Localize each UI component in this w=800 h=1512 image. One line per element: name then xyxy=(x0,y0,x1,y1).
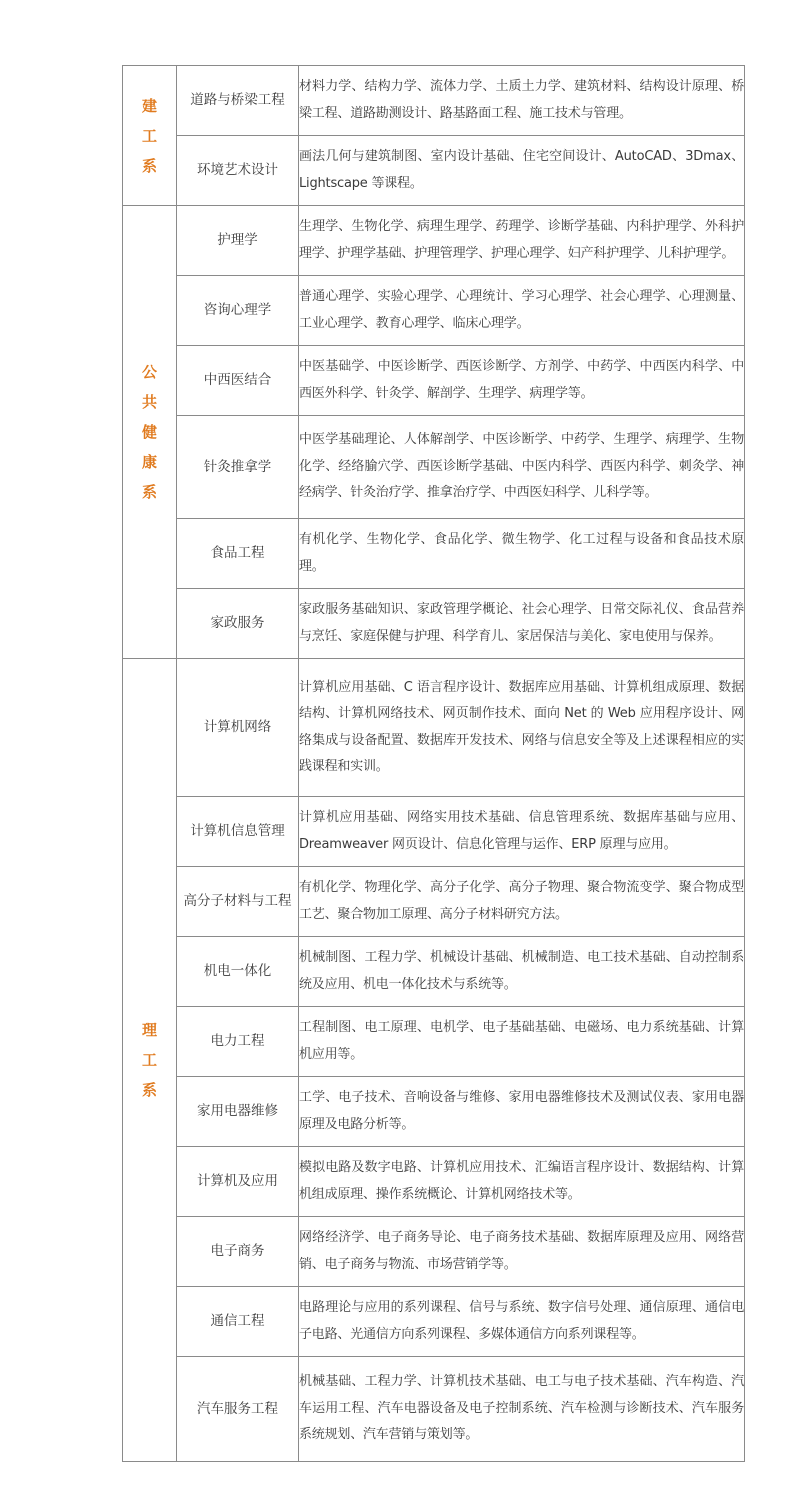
table-row xyxy=(123,136,745,206)
table-row xyxy=(123,346,745,416)
course-list: 计算机应用基础、网络实用技术基础、信息管理系统、数据库基础与应用、Dreamweaver 网页设计、信息化管理与运作、ERP 原理与应用。 xyxy=(299,797,745,867)
major-name: 计算机网络 xyxy=(177,659,299,797)
department-cell-construction: 建工系 xyxy=(123,66,177,206)
course-list: 工程制图、电工原理、电机学、电子基础基础、电磁场、电力系统基础、计算机应用等。 xyxy=(299,1007,745,1077)
table-row xyxy=(123,1287,745,1357)
course-list: 机械制图、工程力学、机械设计基础、机械制造、电工技术基础、自动控制系统及应用、机电一体化技术与系统等。 xyxy=(299,937,745,1007)
table-row xyxy=(123,1217,745,1287)
table-row xyxy=(123,1147,745,1217)
table-row xyxy=(123,797,745,867)
table-row xyxy=(123,1357,745,1462)
major-name: 食品工程 xyxy=(177,519,299,589)
major-name: 道路与桥梁工程 xyxy=(177,66,299,136)
major-name: 家政服务 xyxy=(177,589,299,659)
major-name: 计算机及应用 xyxy=(177,1147,299,1217)
course-list: 有机化学、生物化学、食品化学、微生物学、化工过程与设备和食品技术原理。 xyxy=(299,519,745,589)
major-name: 护理学 xyxy=(177,206,299,276)
table-row xyxy=(123,66,745,136)
major-name: 通信工程 xyxy=(177,1287,299,1357)
major-name: 环境艺术设计 xyxy=(177,136,299,206)
course-list: 电路理论与应用的系列课程、信号与系统、数字信号处理、通信原理、通信电子电路、光通信方向系列课程、多媒体通信方向系列课程等。 xyxy=(299,1287,745,1357)
major-name: 计算机信息管理 xyxy=(177,797,299,867)
course-list: 普通心理学、实验心理学、心理统计、学习心理学、社会心理学、心理测量、工业心理学、教育心理学、临床心理学。 xyxy=(299,276,745,346)
major-name: 汽车服务工程 xyxy=(177,1357,299,1462)
major-name: 电力工程 xyxy=(177,1007,299,1077)
major-name: 高分子材料与工程 xyxy=(177,867,299,937)
course-list: 材料力学、结构力学、流体力学、土质土力学、建筑材料、结构设计原理、桥梁工程、道路勘测设计、路基路面工程、施工技术与管理。 xyxy=(299,66,745,136)
table-row xyxy=(123,937,745,1007)
course-list: 中医学基础理论、人体解剖学、中医诊断学、中药学、生理学、病理学、生物化学、经络腧穴学、西医诊断学基础、中医内科学、西医内科学、刺灸学、神经病学、针灸治疗学、推拿治疗学、中西医妇科学、儿科学等。 xyxy=(299,416,745,519)
major-name: 电子商务 xyxy=(177,1217,299,1287)
course-list: 家政服务基础知识、家政管理学概论、社会心理学、日常交际礼仪、食品营养与烹饪、家庭保健与护理、科学育儿、家居保洁与美化、家电使用与保养。 xyxy=(299,589,745,659)
major-name: 中西医结合 xyxy=(177,346,299,416)
course-list: 有机化学、物理化学、高分子化学、高分子物理、聚合物流变学、聚合物成型工艺、聚合物加工原理、高分子材料研究方法。 xyxy=(299,867,745,937)
course-list: 模拟电路及数字电路、计算机应用技术、汇编语言程序设计、数据结构、计算机组成原理、操作系统概论、计算机网络技术等。 xyxy=(299,1147,745,1217)
department-cell-science-engineering: 理工系 xyxy=(123,659,177,1462)
department-cell-public-health: 公共健康系 xyxy=(123,206,177,659)
course-list: 计算机应用基础、C 语言程序设计、数据库应用基础、计算机组成原理、数据结构、计算机网络技术、网页制作技术、面向 Net 的 Web 应用程序设计、网络集成与设备配置、数据库开发技术、网络与信息安全等及上述课程相应的实践课程和实训。 xyxy=(299,659,745,797)
table-row xyxy=(123,589,745,659)
major-name: 针灸推拿学 xyxy=(177,416,299,519)
table-row xyxy=(123,519,745,589)
course-list: 网络经济学、电子商务导论、电子商务技术基础、数据库原理及应用、网络营销、电子商务与物流、市场营销学等。 xyxy=(299,1217,745,1287)
table-row xyxy=(123,1007,745,1077)
course-table xyxy=(122,65,745,1462)
table-row xyxy=(123,1077,745,1147)
table-row xyxy=(123,416,745,519)
major-name: 咨询心理学 xyxy=(177,276,299,346)
major-name: 家用电器维修 xyxy=(177,1077,299,1147)
course-list: 生理学、生物化学、病理生理学、药理学、诊断学基础、内科护理学、外科护理学、护理学基础、护理管理学、护理心理学、妇产科护理学、儿科护理学。 xyxy=(299,206,745,276)
table-row xyxy=(123,206,745,276)
table-row xyxy=(123,659,745,797)
course-list: 中医基础学、中医诊断学、西医诊断学、方剂学、中药学、中西医内科学、中西医外科学、针灸学、解剖学、生理学、病理学等。 xyxy=(299,346,745,416)
course-list: 机械基础、工程力学、计算机技术基础、电工与电子技术基础、汽车构造、汽车运用工程、汽车电器设备及电子控制系统、汽车检测与诊断技术、汽车服务系统规划、汽车营销与策划等。 xyxy=(299,1357,745,1462)
course-list: 画法几何与建筑制图、室内设计基础、住宅空间设计、AutoCAD、3Dmax、Lightscape 等课程。 xyxy=(299,136,745,206)
major-name: 机电一体化 xyxy=(177,937,299,1007)
course-list: 工学、电子技术、音响设备与维修、家用电器维修技术及测试仪表、家用电器原理及电路分析等。 xyxy=(299,1077,745,1147)
table-row xyxy=(123,867,745,937)
table-row xyxy=(123,276,745,346)
